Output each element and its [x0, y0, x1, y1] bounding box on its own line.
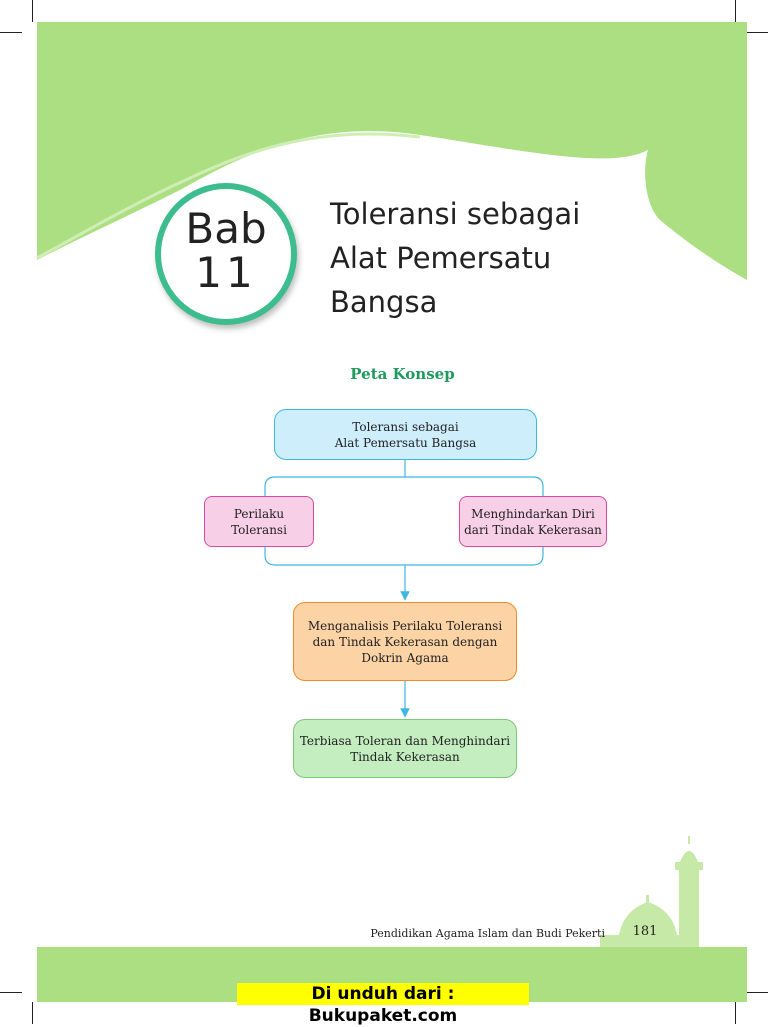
download-source-banner: Di unduh dari : Bukupaket.com [237, 983, 529, 1005]
book-title-footer: Pendidikan Agama Islam dan Budi Pekerti [370, 927, 605, 940]
concept-text-line: Terbiasa Toleran dan Menghindari [299, 733, 511, 748]
page-number: 181 [632, 924, 658, 939]
concept-map-heading: Peta Konsep [350, 365, 455, 383]
chapter-label: Bab [185, 204, 267, 253]
concept-text-line: dari Tindak Kekerasan [464, 522, 602, 537]
concept-analysis-box [293, 602, 517, 681]
concept-text-line: Menganalisis Perilaku Toleransi [307, 618, 503, 633]
concept-avoid-violence-box [459, 496, 607, 547]
concept-text-line: dan Tindak Kekerasan dengan [312, 634, 498, 649]
concept-text-line: Dokrin Agama [361, 650, 449, 665]
chapter-title-line: Toleransi sebagai [330, 197, 581, 231]
concept-text-line: Tindak Kekerasan [350, 749, 460, 764]
concept-tolerance-behavior-box [204, 496, 314, 547]
concept-main-box [274, 409, 537, 460]
concept-text-line: Perilaku [233, 506, 285, 521]
chapter-title-line: Alat Pemersatu [330, 241, 552, 275]
chapter-title-line: Bangsa [330, 285, 438, 319]
concept-habit-box [293, 719, 517, 778]
concept-text-line: Menghindarkan Diri [471, 506, 595, 521]
concept-text-line: Alat Pemersatu Bangsa [334, 435, 477, 450]
chapter-number: 11 [195, 248, 257, 297]
concept-text-line: Toleransi [231, 522, 287, 537]
concept-text-line: Toleransi sebagai [352, 419, 459, 434]
